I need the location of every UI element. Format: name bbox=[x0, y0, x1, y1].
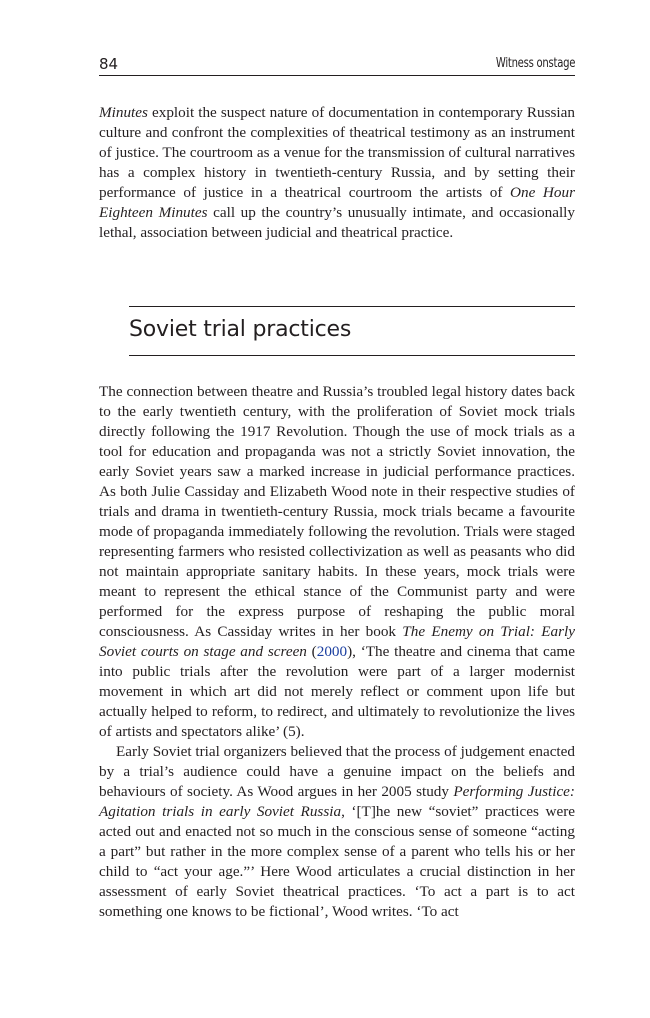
p1-text-3: ), ‘The theatre and cinema that came into public trials after the revolution were part of a larger modernist movement in which art did not merely reflect or comment upon life but actually helped to reform, to redirect, and ultimately to revolutionize the lives of artists and spectators alike’ (5). bbox=[99, 643, 575, 740]
section-heading-rule-box bbox=[129, 306, 575, 356]
body-paragraph-2 bbox=[99, 742, 575, 922]
p1-italic-title: The Enemy on Trial: Early Soviet courts on stage and screen bbox=[99, 623, 575, 660]
p1-text-1: The connection between theatre and Russia’s troubled legal history dates back to the early twentieth century, with the proliferation of Soviet mock trials directly following the 1917 Revolution. Though the use of mock trials as a tool for education and propaganda was not a strictly Soviet innovation, the early Soviet years saw a marked increase in judicial performance practices. As both Julie Cassiday and Elizabeth Wood note in their respective studies of trials and drama in twentieth-century Russia, mock trials became a favourite mode of propaganda immediately following the revolution. Trials were staged representing farmers who resisted collectivization as well as peasants who did not maintain appropriate sanitary habits. In these years, mock trials were meant to represent the ethical stance of the Communist party and were performed for the express purpose of reshaping the public moral consciousness. As Cassiday writes in her book bbox=[99, 383, 575, 640]
page-number: 84 bbox=[99, 55, 119, 73]
intro-italic-title: One Hour Eighteen Minutes bbox=[99, 184, 576, 221]
intro-italic-lead: Minutes bbox=[99, 104, 148, 121]
body-paragraph-1 bbox=[99, 382, 575, 742]
intro-text-2: call up the country’s unusually intimate, and occasionally lethal, association between judicial and theatrical practice. bbox=[99, 204, 575, 241]
running-title: Witness onstage bbox=[495, 56, 575, 71]
p2-italic-title: Performing Justice: Agitation trials in early Soviet Russia bbox=[99, 783, 575, 820]
section-title: Soviet trial practices bbox=[129, 317, 352, 342]
intro-text-1: exploit the suspect nature of documentation in contemporary Russian culture and confront the complexities of theatrical testimony as an instrument of justice. The courtroom as a venue for the transmission of cultural narratives has a complex history in twentieth-century Russia, and by setting their performance of justice in a theatrical courtroom the artists of bbox=[99, 104, 575, 201]
citation-link-2000[interactable]: 2000 bbox=[316, 643, 348, 660]
intro-block bbox=[99, 103, 575, 243]
p2-text-2: , ‘[T]he new “soviet” practices were acted out and enacted not so much in the conscious sense of someone “acting a part” but rather in the more complex sense of a parent who tells his or her child to “act your age.”’ Here Wood articulates a crucial distinction in her assessment of early Soviet theatrical practices. ‘To act a part is to act something one knows to be fictional’, Wood writes. ‘To act bbox=[99, 803, 575, 920]
intro-paragraph bbox=[99, 103, 575, 243]
p1-text-2: ( bbox=[306, 643, 317, 660]
section-body bbox=[99, 382, 575, 922]
running-header bbox=[99, 55, 575, 76]
p2-text-1: Early Soviet trial organizers believed that the process of judgement enacted by a trial’s audience could have a genuine impact on the beliefs and behaviours of society. As Wood argues in her 2005 study bbox=[99, 743, 575, 800]
